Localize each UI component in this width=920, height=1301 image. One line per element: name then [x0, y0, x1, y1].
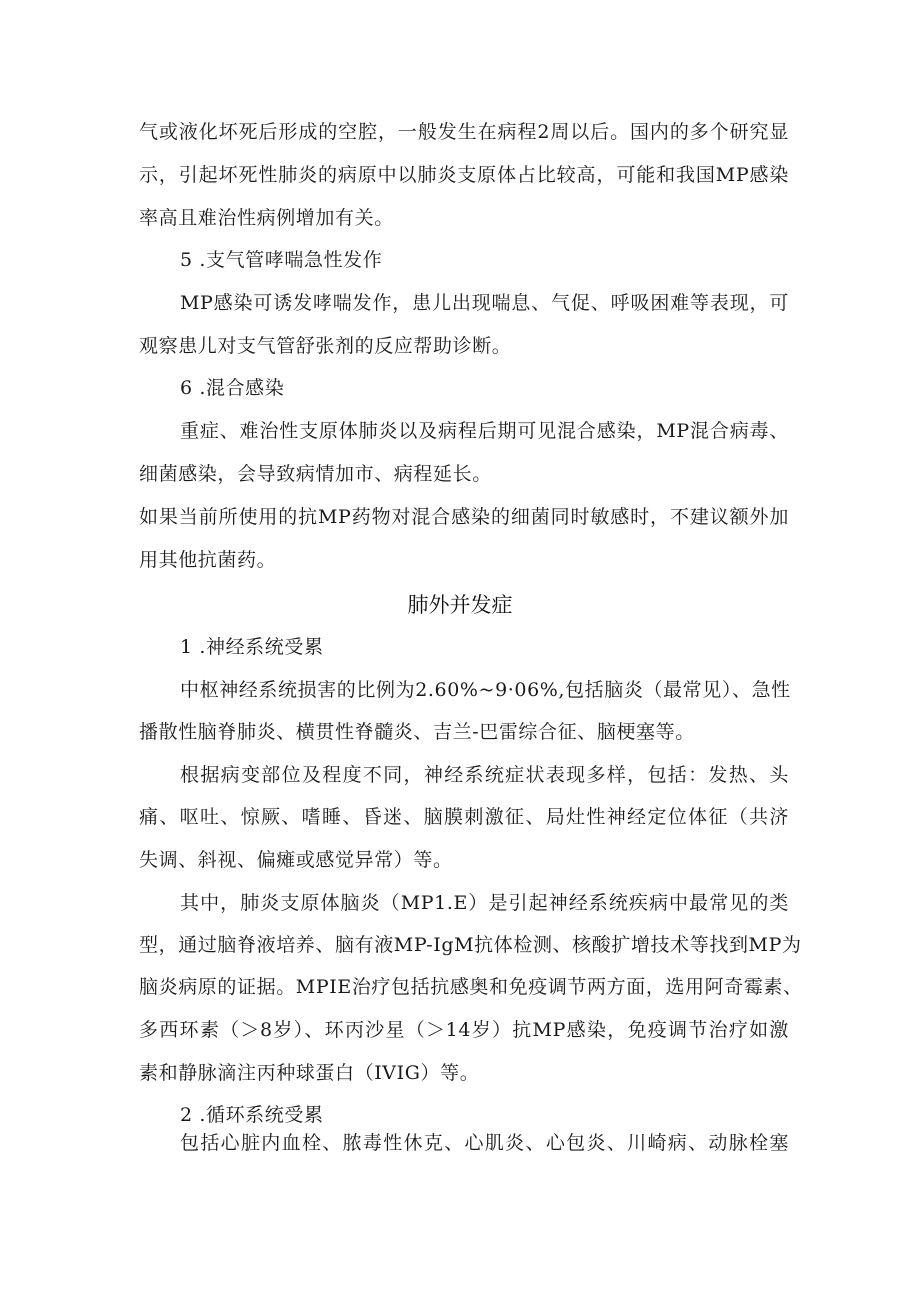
- paragraph-line: 根据病变部位及程度不同，神经系统症状表现多样，包括：发热、头: [180, 764, 789, 786]
- paragraph-line: 型，通过脑脊液培养、脑有液MP-IgM抗体检测、核酸扩增技术等找到MP为: [139, 934, 802, 956]
- paragraph-line: 其中，肺炎支原体脑炎（MP1.E）是引起神经系统疾病中最常见的类: [180, 892, 789, 914]
- paragraph-line: 多西环素（＞8岁）、环丙沙星（＞14岁）抗MP感染，免疫调节治疗如激: [139, 1019, 789, 1041]
- paragraph-line: 失调、斜视、偏瘫或感觉异常）等。: [139, 849, 453, 871]
- paragraph-line: 痛、呕吐、惊厥、嗜睡、昏迷、脑膜刺激征、局灶性神经定位体征（共济: [139, 806, 789, 828]
- paragraph-line: 用其他抗菌药。: [139, 549, 277, 571]
- item-heading: 6 .混合感染: [180, 377, 285, 399]
- section-title: 肺外并发症: [407, 593, 513, 617]
- paragraph-line: 重症、难治性支原体肺炎以及病程后期可见混合感染，MP混合病毒、: [180, 420, 789, 442]
- paragraph-line: 细菌感染，会导致病情加市、病程延长。: [139, 463, 492, 485]
- paragraph-line: 率高且难治性病例增加有关。: [139, 207, 394, 229]
- paragraph-line: 播散性脑脊肺炎、横贯性脊髓炎、吉兰-巴雷综合征、脑梗塞等。: [139, 721, 695, 743]
- paragraph-line: MP感染可诱发哮喘发作，患儿出现喘息、气促、呼吸困难等表现，可: [180, 292, 789, 314]
- item-heading: 5 .支气管哮喘急性发作: [180, 249, 383, 271]
- paragraph-line: 气或液化坏死后形成的空腔，一般发生在病程2周以后。国内的多个研究显: [139, 121, 789, 143]
- item-heading: 2 .循环系统受累: [180, 1104, 324, 1126]
- paragraph-line: 包括心脏内血栓、脓毒性休克、心肌炎、心包炎、川崎病、动脉栓塞: [180, 1132, 789, 1154]
- paragraph-line: 素和静脉滴注丙种球蛋白（IVIG）等。: [139, 1062, 480, 1084]
- paragraph-line: 示，引起坏死性肺炎的病原中以肺炎支原体占比较高，可能和我国MP感染: [139, 164, 789, 186]
- paragraph-line: 中枢神经系统损害的比例为2.60%~9·06%,包括脑炎（最常见）、急性: [180, 679, 791, 701]
- paragraph-line: 观察患儿对支气管舒张剂的反应帮助诊断。: [139, 335, 512, 357]
- paragraph-line: 脑炎病原的证据。MPIE治疗包括抗感奥和免疫调节两方面，选用阿奇霉素、: [139, 976, 803, 998]
- paragraph-line: 如果当前所使用的抗MP药物对混合感染的细菌同时敏感时，不建议额外加: [139, 506, 789, 528]
- item-heading: 1 .神经系统受累: [180, 636, 324, 658]
